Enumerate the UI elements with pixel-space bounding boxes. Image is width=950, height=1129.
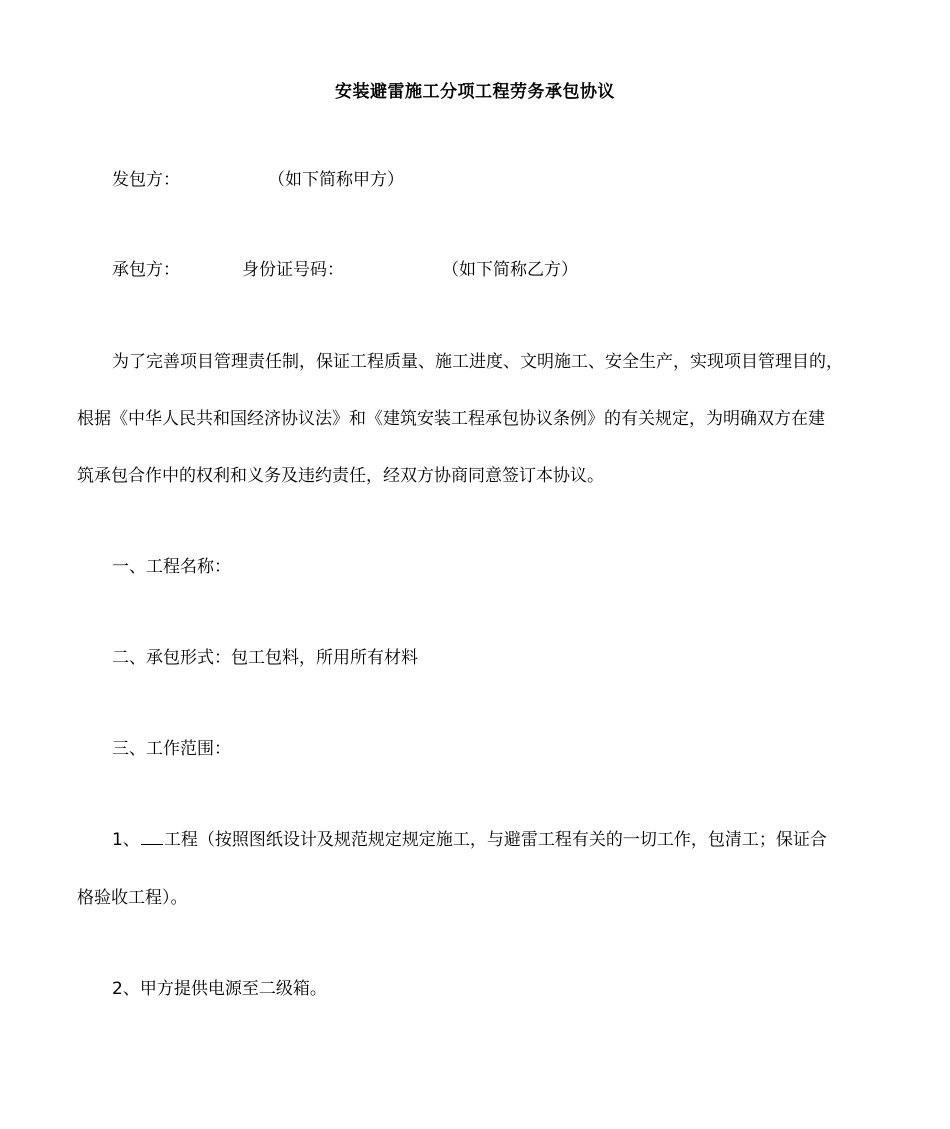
section-work-scope: 三、工作范围： [112,739,231,759]
party-b-note: （如下简称乙方） [442,260,578,280]
party-b-id-label: 身份证号码： [242,260,344,280]
party-a-line [112,168,404,192]
item-1-prefix: 1、 [112,830,140,850]
intro-line-3: 筑承包合作中的权利和义务及违约责任，经双方协商同意签订本协议。 [77,466,604,486]
party-b-line [112,258,578,282]
party-a-note: （如下简称甲方） [268,170,404,190]
party-b-label: 承包方： [112,260,180,280]
item-1-line-1 [112,828,827,852]
document-title: 安装避雷施工分项工程劳务承包协议 [335,82,615,102]
party-a-label: 发包方： [112,170,180,190]
intro-line-1: 为了完善项目管理责任制，保证工程质量、施工进度、文明施工、安全生产，实现项目管理目的， [112,352,843,372]
section-project-name: 一、工程名称： [112,557,231,577]
item-2: 2、甲方提供电源至二级箱。 [112,979,327,999]
intro-line-2: 根据《中华人民共和国经济协议法》和《建筑安装工程承包协议条例》的有关规定，为明确双方在建 [77,409,825,429]
blank-underline [141,828,163,845]
section-contract-form: 二、承包形式：包工包料，所用所有材料 [112,648,418,668]
item-1-text: 工程（按照图纸设计及规范规定规定施工，与避雷工程有关的一切工作，包清工；保证合 [163,830,827,850]
item-1-line-2: 格验收工程）。 [77,888,188,908]
